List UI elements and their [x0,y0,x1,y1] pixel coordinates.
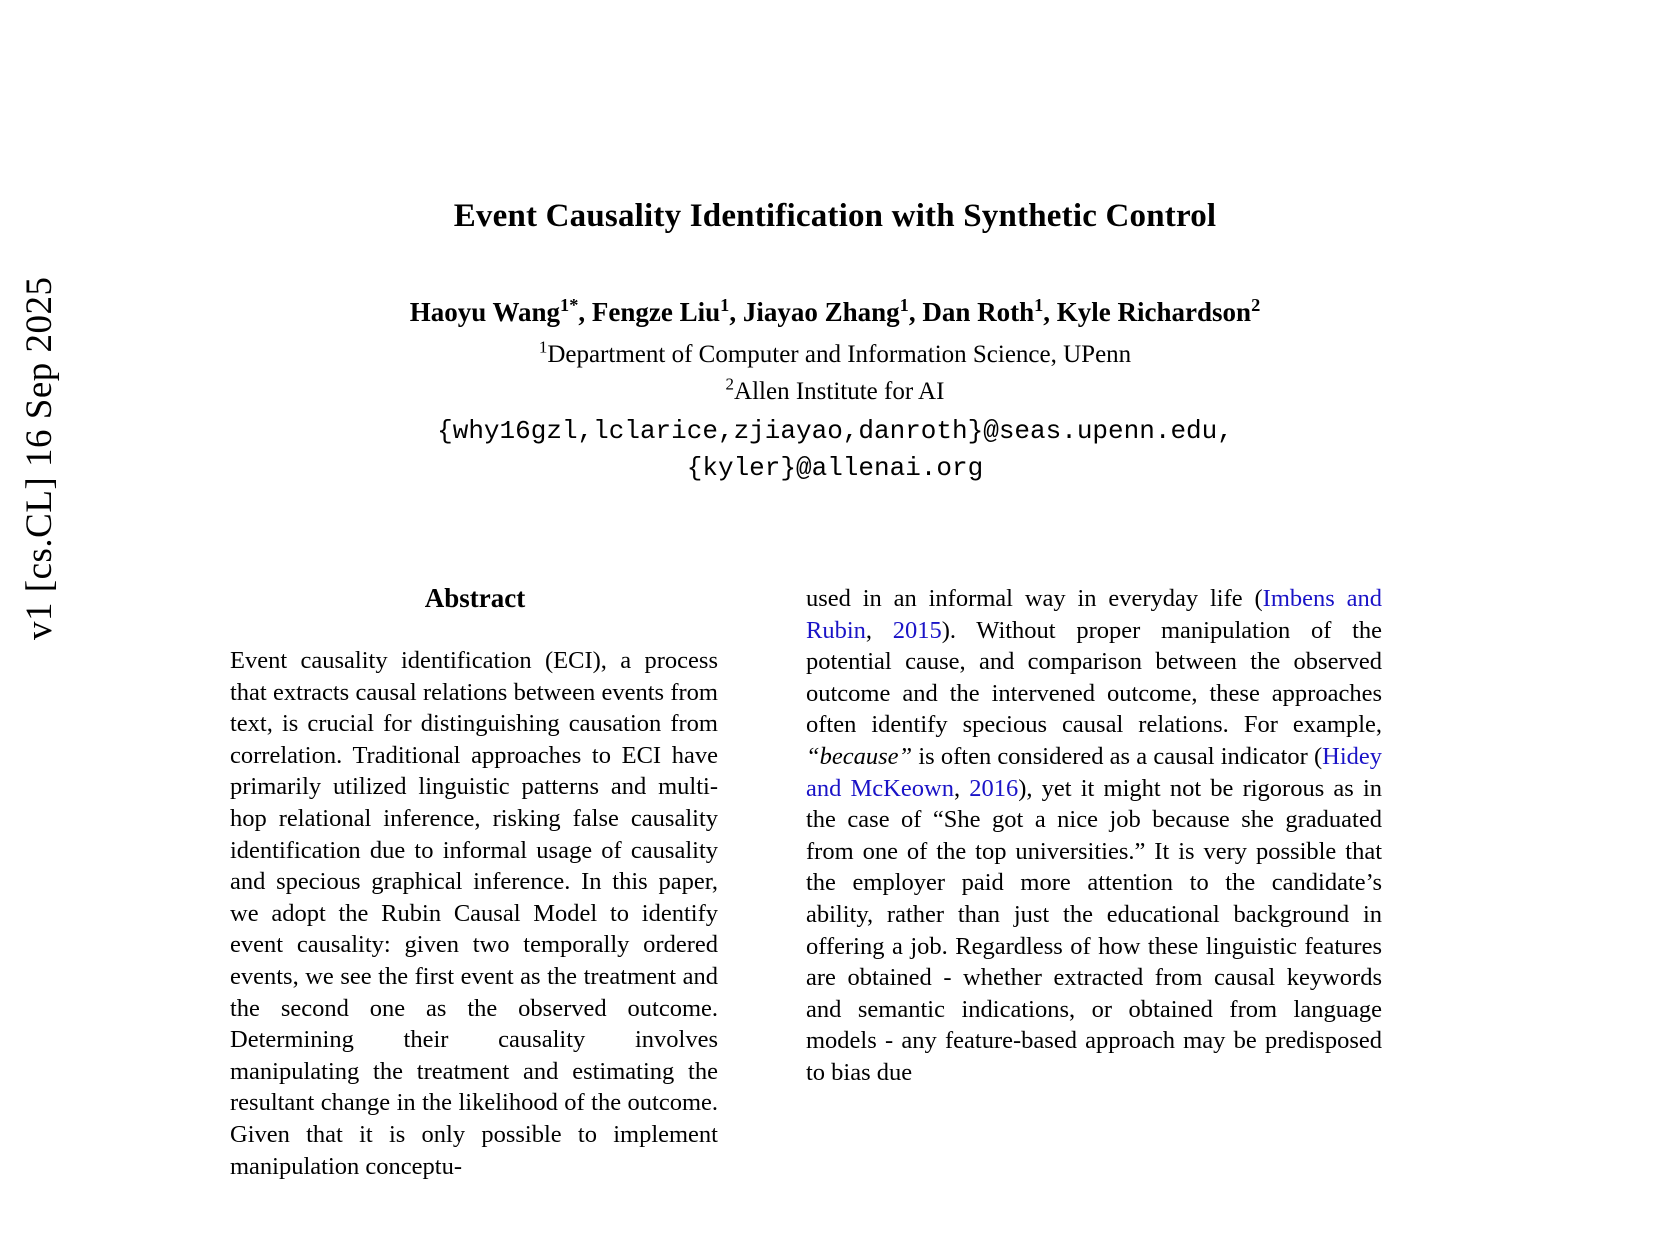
citation-link[interactable]: Imbens and Rubin [806,585,1382,644]
email-line-1: {why16gzl,lclarice,zjiayao,danroth}@seas.upenn.edu, [437,416,1233,446]
emphasis-text: “because” [806,742,913,770]
intro-paragraph [806,583,1382,1089]
author-name-5: Kyle Richardson [1056,297,1252,327]
affiliation-text-2: Allen Institute for AI [734,378,945,405]
body-text: is often considered as a causal indicator ( [912,742,1323,770]
body-text: , [865,616,893,644]
author-name-1: Haoyu Wang [409,297,561,327]
affiliation-mark-1: 1 [538,337,548,357]
abstract-paragraph: Event causality identification (ECI), a process that extracts causal relations between events from text, is crucial for distinguishing causation from correlation. Traditional approaches to ECI have primarily utilized linguistic patterns and multi-hop relational inference, risking false causality identification due to informal usage of causality and specious graphical inference. In this paper, we adopt the Rubin Causal Model to identify event causality: given two temporally ordered events, we see the first event as the treatment and the second one as the observed outcome. Determining their causality involves manipulating the treatment and estimating the resultant change in the likelihood of the outcome. Given that it is only possible to implement manipulation conceptu- [230,647,718,1180]
author-list: Haoyu Wang$^{1*}$, Fengze Liu$^1$, Jiayao Zhang$^1$, Dan Roth$^1$, Kyle Richardson$^2$ [409,295,1261,327]
author-marks-1: 1* [560,295,579,315]
author-marks-4: 1 [1034,295,1044,315]
email-line-2: {kyler}@allenai.org [686,453,984,483]
citation-link[interactable]: Hidey and McKeown [806,742,1382,802]
body-text: , [953,774,970,802]
body-text: ). Without proper manipulation of the potential cause, and comparison between the observed outcome and the intervened outcome, these approaches often identify specious causal relations. For example, [806,616,1382,739]
author-name-4: Dan Roth [922,297,1035,327]
author-name-2: Fengze Liu [591,297,721,327]
email-block [220,413,1450,487]
citation-link[interactable]: 2015 [892,616,942,644]
abstract-column [230,645,718,1182]
intro-column [806,583,1382,1089]
abstract-heading: Abstract [424,583,526,613]
citation-link[interactable]: 2016 [969,774,1019,802]
author-marks-5: 2 [1251,295,1261,315]
affiliation-2 [220,374,1450,406]
affiliation-1 [220,337,1450,369]
author-marks-2: 1 [720,295,730,315]
page-title: Event Causality Identification with Synthetic Control [453,198,1217,234]
author-marks-3: 1 [899,295,909,315]
affiliation-mark-2: 2 [725,374,735,394]
body-text: used in an informal way in everyday life ( [806,585,1263,612]
author-name-3: Jiayao Zhang [742,297,900,327]
body-text: ), yet it might not be rigorous as in the case of “She got a nice job because she graduated from one of the top universities.” It is very possible that the employer paid more attention to the candidate’s ability, rather than just the educational background in offering a job. Regardless of how these linguistic features are obtained - whether extracted from causal keywords and semantic indications, or obtained from language models - any feature-based approach may be predisposed to bias due [806,774,1383,1086]
affiliation-text-1: Department of Computer and Information Science, UPenn [547,341,1132,368]
arxiv-stamp: v1 [cs.CL] 16 Sep 2025 [19,276,60,640]
